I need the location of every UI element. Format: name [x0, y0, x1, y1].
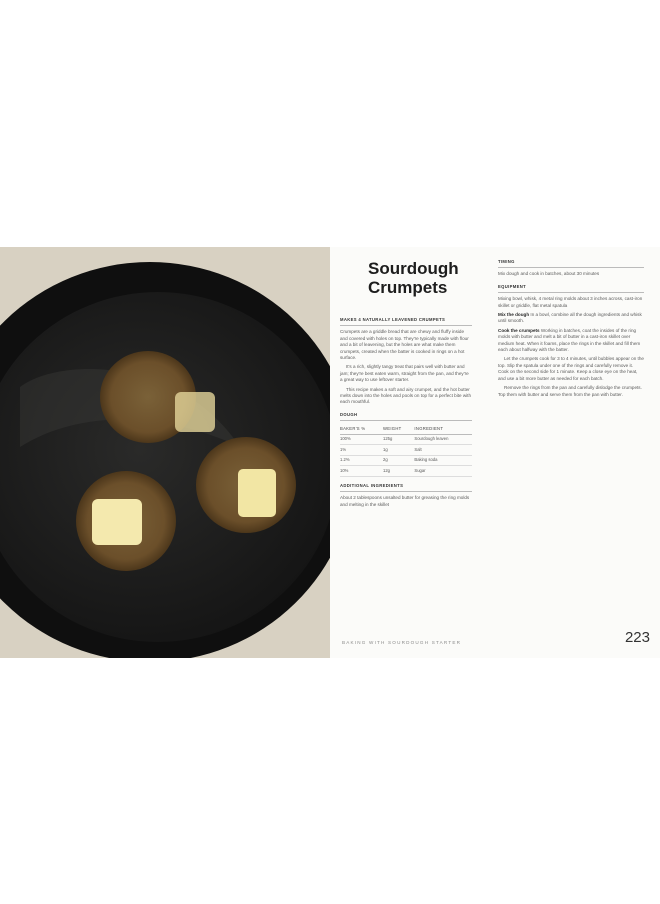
recipe-title: Sourdough Crumpets — [368, 259, 459, 297]
timing-heading: TIMING — [498, 259, 644, 268]
table-row: 1.2% 2g Baking soda — [340, 455, 472, 466]
step-cook-crumpets — [498, 328, 644, 354]
step-lead: Mix the dough — [498, 312, 530, 318]
step-text: In a bowl, combine all the dough ingredients and whisk until smooth. — [498, 312, 642, 324]
col-bakers-percent: BAKER'S % — [340, 424, 383, 434]
step-mix-dough — [498, 312, 644, 325]
equipment-heading: EQUIPMENT — [498, 284, 644, 293]
dough-heading: DOUGH — [340, 412, 472, 421]
right-column — [498, 259, 644, 401]
intro-paragraph-3: This recipe makes a soft and airy crumpet, and the hot butter melts down into the holes and pools on top for a perfect bite with each mouthful. — [340, 386, 472, 405]
additional-ingredients-text: About 2 tablespoons unsalted butter for greasing the ring molds and melting in the skillet — [340, 495, 470, 507]
col-weight: WEIGHT — [383, 424, 414, 434]
equipment-text: Mixing bowl, whisk, 4 metal ring molds about 3 inches across, cast-iron skillet or griddle, flat metal spatula — [498, 296, 643, 308]
running-footer: BAKING WITH SOURDOUGH STARTER — [342, 640, 462, 645]
yield-heading: MAKES 4 NATURALLY LEAVENED CRUMPETS — [340, 317, 472, 326]
left-column — [340, 311, 472, 511]
skillet-photo-illustration — [0, 247, 330, 658]
step-continue-1 — [498, 356, 644, 382]
recipe-page — [330, 247, 660, 658]
page-number: 223 — [624, 629, 650, 646]
recipe-photo — [0, 247, 330, 658]
intro-paragraph-1: Crumpets are a griddle bread that are chewy and fluffy inside and covered with holes on top. They're typically made with flour and a bit of leavening, but the holes are what make them crumpets, created when the batter is cooked in rings on a hot surface. — [340, 329, 469, 361]
col-ingredient: INGREDIENT — [414, 424, 472, 434]
step-continue-2 — [498, 385, 644, 398]
table-row: 100% 125g Sourdough leaven — [340, 434, 472, 445]
ingredient-table — [340, 424, 472, 477]
step-text: Working in batches, coat the insides of the ring molds with butter and melt a bit of butter in a cast-iron skillet over medium heat. When it foams, place the rings in the skillet and fill them each about halfway with the batter. — [498, 327, 641, 353]
step-text: Let the crumpets cook for 3 to 4 minutes, until bubbles appear on the top. Slip the spatula under one of the rings and carefully remove it. Cook on the second side for 1 minute. Keep a close eye on the heat, and use a bit more butter as needed for each batch. — [498, 356, 644, 381]
timing-text: Mix dough and cook in batches, about 30 minutes — [498, 271, 600, 277]
crumpet-right — [196, 437, 296, 533]
crumpet-bottom — [76, 471, 176, 571]
table-row: 1% 1g Salt — [340, 445, 472, 456]
additional-ingredients-heading: ADDITIONAL INGREDIENTS — [340, 483, 472, 492]
step-text: Remove the rings from the pan and carefully dislodge the crumpets. Top them with butter and serve them from the pan with butter. — [498, 385, 642, 397]
table-row: 10% 12g Sugar — [340, 466, 472, 477]
step-lead: Cook the crumpets — [498, 327, 540, 333]
intro-paragraph-2: It's a rich, slightly tangy treat that pairs well with butter and jam; they're best eaten warm, straight from the pan, and they're a great way to use leftover starter. — [340, 364, 469, 383]
